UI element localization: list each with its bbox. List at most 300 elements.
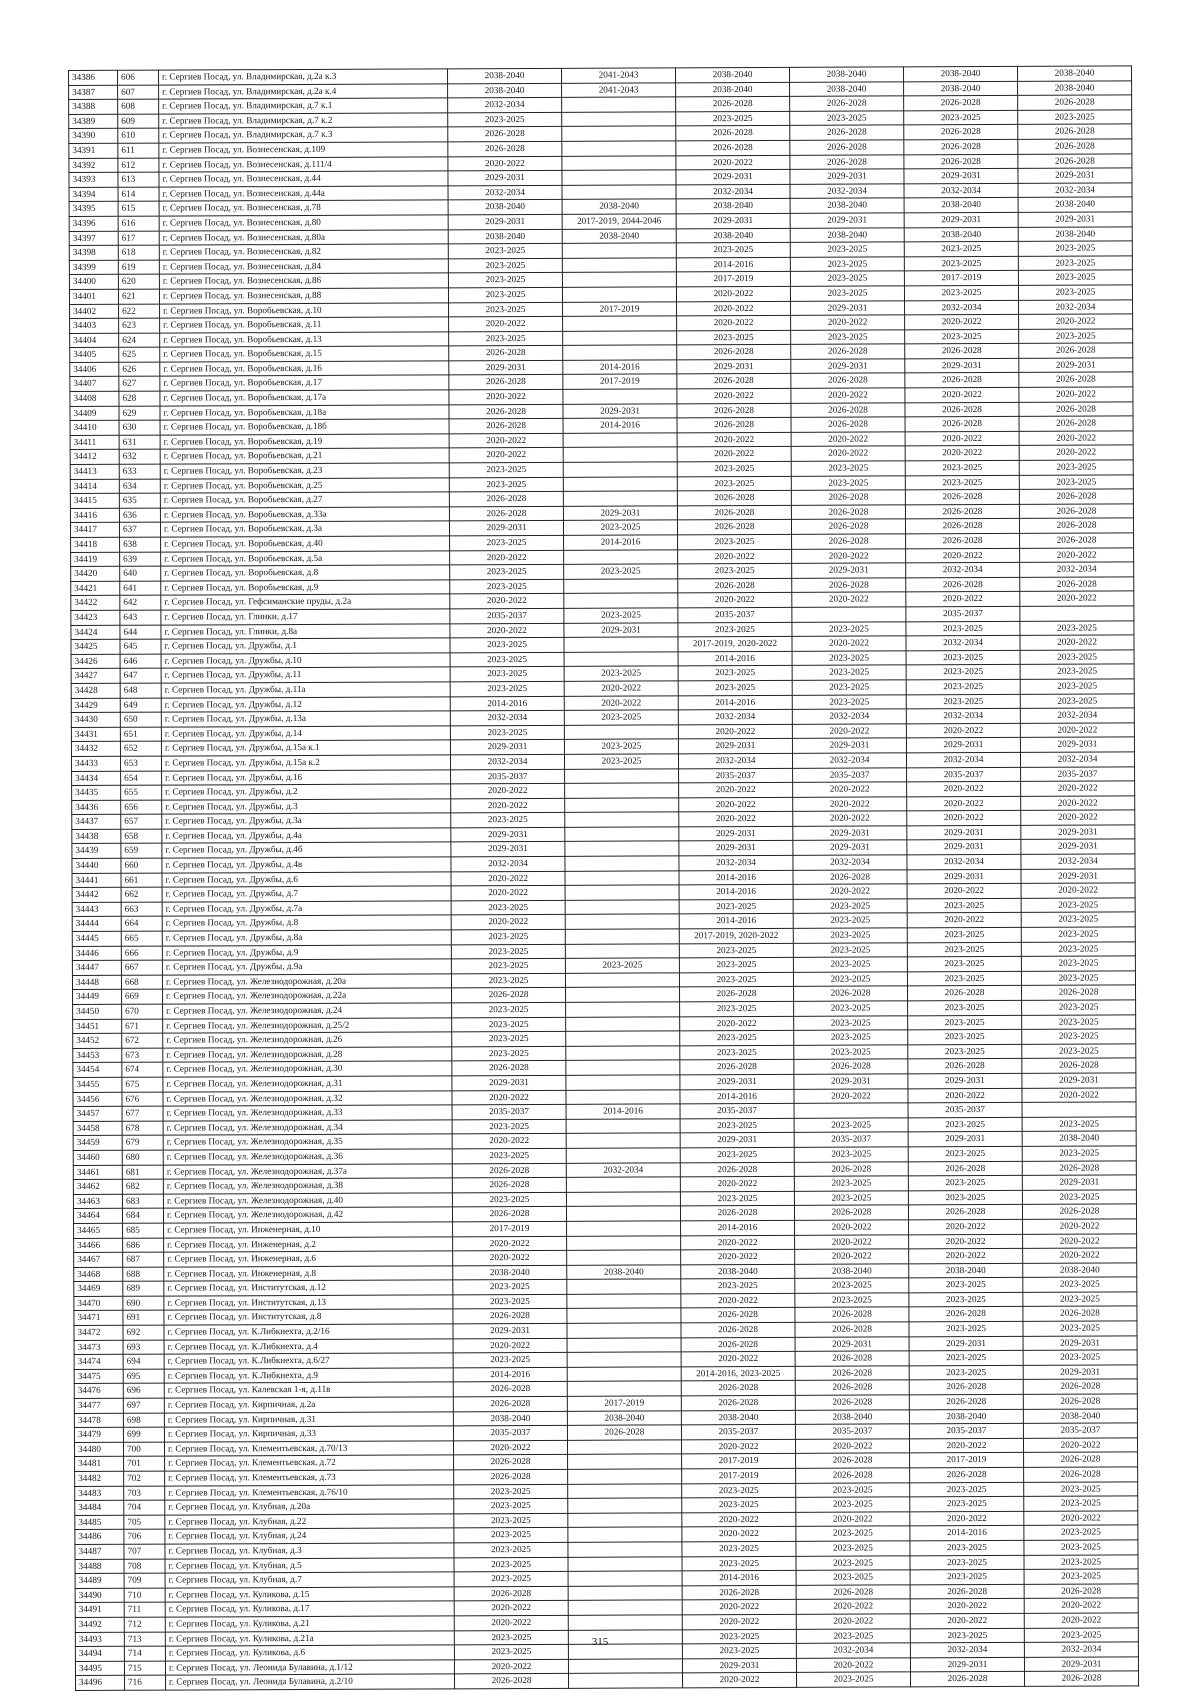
period-cell-4: 2020-2022 [796, 1614, 910, 1629]
address-cell: г. Сергиев Посад, ул. Железнодорожная, д.35 [163, 1134, 452, 1150]
record-id-cell: 34416 [70, 508, 119, 523]
item-number-cell: 700 [123, 1442, 164, 1457]
address-cell: г. Сергиев Посад, ул. Вознесенская, д.78 [159, 200, 448, 216]
period-cell-6: 2023-2025 [1024, 1569, 1138, 1584]
period-cell-4: 2023-2025 [792, 621, 906, 636]
period-cell-3: 2029-2031 [682, 1658, 796, 1673]
period-cell-3: 2023-2025 [682, 1643, 796, 1658]
period-cell-6: 2023-2025 [1020, 693, 1134, 708]
period-cell-6: 2038-2040 [1023, 1263, 1137, 1278]
period-cell-6: 2023-2025 [1024, 1627, 1138, 1642]
record-id-cell: 34420 [71, 566, 120, 581]
period-cell-3: 2014-2016 [681, 1220, 795, 1235]
address-cell: г. Сергиев Посад, ул. Вознесенская, д.88 [159, 288, 448, 304]
period-cell-1: 2026-2028 [452, 1061, 566, 1076]
period-cell-5: 2023-2025 [905, 329, 1019, 344]
period-cell-2 [564, 725, 678, 740]
address-cell: г. Сергиев Посад, ул. Леонида Булавина, д.1/12 [165, 1660, 454, 1676]
address-cell: г. Сергиев Посад, ул. Железнодорожная, д.32 [163, 1090, 452, 1106]
period-cell-1: 2029-2031 [449, 521, 563, 536]
period-cell-2 [562, 112, 676, 127]
period-cell-1: 2026-2028 [449, 375, 563, 390]
period-cell-5: 2032-2034 [905, 300, 1019, 315]
period-cell-3: 2023-2025 [676, 242, 790, 257]
item-number-cell: 664 [121, 917, 162, 932]
address-cell: г. Сергиев Посад, ул. Владимирская, д.7 к.1 [159, 98, 448, 114]
record-id-cell: 34484 [75, 1500, 124, 1515]
period-cell-5: 2026-2028 [905, 373, 1019, 388]
address-cell: г. Сергиев Посад, ул. Институтская, д.13 [164, 1295, 453, 1311]
period-cell-3: 2023-2025 [682, 1629, 796, 1644]
period-cell-5: 2026-2028 [910, 1467, 1024, 1482]
period-cell-5: 2023-2025 [904, 256, 1018, 271]
address-cell: г. Сергиев Посад, ул. Дружбы, д.4в [162, 857, 451, 873]
period-cell-5: 2023-2025 [905, 460, 1019, 475]
period-cell-1: 2023-2025 [451, 944, 565, 959]
period-cell-5: 2023-2025 [909, 1292, 1023, 1307]
period-cell-3: 2023-2025 [677, 330, 791, 345]
item-number-cell: 622 [119, 304, 160, 319]
item-number-cell: 707 [124, 1544, 165, 1559]
item-number-cell: 674 [122, 1062, 163, 1077]
period-cell-2 [568, 1513, 682, 1528]
period-cell-4: 2038-2040 [790, 81, 904, 96]
period-cell-6: 2023-2025 [1022, 1029, 1136, 1044]
period-cell-5: 2020-2022 [910, 1613, 1024, 1628]
period-cell-3: 2038-2040 [681, 1410, 795, 1425]
period-cell-6: 2020-2022 [1022, 1087, 1136, 1102]
item-number-cell: 625 [119, 347, 160, 362]
period-cell-5: 2026-2028 [905, 402, 1019, 417]
capital-repair-schedule-table [68, 65, 1139, 1691]
period-cell-3: 2020-2022 [681, 1249, 795, 1264]
period-cell-2: 2014-2016 [564, 535, 678, 550]
address-cell: г. Сергиев Посад, ул. К.Либкнехта, д.9 [164, 1368, 453, 1384]
record-id-cell: 34474 [74, 1355, 123, 1370]
period-cell-2 [567, 1235, 681, 1250]
record-id-cell: 34478 [74, 1413, 123, 1428]
period-cell-4: 2029-2031 [791, 300, 905, 315]
period-cell-5: 2023-2025 [908, 1190, 1022, 1205]
period-cell-6: 2020-2022 [1021, 810, 1135, 825]
period-cell-3: 2038-2040 [676, 228, 790, 243]
item-number-cell: 637 [119, 523, 160, 538]
period-cell-5: 2026-2028 [908, 986, 1022, 1001]
period-cell-4: 2020-2022 [791, 388, 905, 403]
period-cell-5: 2038-2040 [909, 1409, 1023, 1424]
period-cell-3: 2020-2022 [676, 286, 790, 301]
period-cell-5: 2023-2025 [910, 1569, 1024, 1584]
period-cell-3: 2038-2040 [676, 82, 790, 97]
period-cell-4: 2020-2022 [795, 1249, 909, 1264]
address-cell: г. Сергиев Посад, ул. Клементьевская, д.76/10 [165, 1484, 454, 1500]
period-cell-6: 2032-2034 [1020, 562, 1134, 577]
period-cell-5: 2023-2025 [910, 1628, 1024, 1643]
address-cell: г. Сергиев Посад, ул. Клубная, д.7 [165, 1572, 454, 1588]
item-number-cell: 660 [121, 858, 162, 873]
period-cell-4: 2023-2025 [794, 1147, 908, 1162]
record-id-cell: 34424 [71, 625, 120, 640]
record-id-cell: 34408 [70, 391, 119, 406]
period-cell-6: 2023-2025 [1019, 460, 1133, 475]
period-cell-6: 2020-2022 [1020, 591, 1134, 606]
period-cell-1: 2026-2028 [452, 1207, 566, 1222]
period-cell-6: 2029-2031 [1019, 358, 1133, 373]
period-cell-2 [565, 914, 679, 929]
period-cell-2 [566, 1177, 680, 1192]
record-id-cell: 34423 [71, 610, 120, 625]
period-cell-4: 2035-2037 [795, 1424, 909, 1439]
period-cell-4: 2029-2031 [793, 826, 907, 841]
period-cell-4: 2023-2025 [790, 242, 904, 257]
record-id-cell: 34488 [75, 1559, 124, 1574]
period-cell-6: 2023-2025 [1024, 1496, 1138, 1511]
period-cell-2: 2029-2031 [564, 622, 678, 637]
address-cell: г. Сергиев Посад, ул. Воробьевская, д.16 [160, 361, 449, 377]
period-cell-1: 2023-2025 [448, 287, 562, 302]
period-cell-1: 2023-2025 [451, 900, 565, 915]
period-cell-6: 2020-2022 [1023, 1233, 1137, 1248]
record-id-cell: 34491 [75, 1603, 124, 1618]
period-cell-1: 2020-2022 [451, 915, 565, 930]
item-number-cell: 632 [119, 450, 160, 465]
period-cell-4: 2023-2025 [790, 271, 904, 286]
record-id-cell: 34442 [72, 888, 121, 903]
period-cell-6: 2023-2025 [1018, 256, 1132, 271]
item-number-cell: 652 [120, 741, 161, 756]
period-cell-2 [567, 1294, 681, 1309]
period-cell-6: 2023-2025 [1022, 1146, 1136, 1161]
address-cell: г. Сергиев Посад, ул. Железнодорожная, д.26 [163, 1032, 452, 1048]
address-cell: г. Сергиев Посад, ул. Дружбы, д.15а к.1 [161, 740, 450, 756]
period-cell-5: 2026-2028 [908, 1059, 1022, 1074]
item-number-cell: 641 [120, 581, 161, 596]
period-cell-3: 2035-2037 [679, 768, 793, 783]
period-cell-1: 2023-2025 [454, 1513, 568, 1528]
period-cell-4: 2029-2031 [792, 563, 906, 578]
address-cell: г. Сергиев Посад, ул. Дружбы, д.16 [162, 769, 451, 785]
address-cell: г. Сергиев Посад, ул. Инженерная, д.8 [164, 1266, 453, 1282]
record-id-cell: 34392 [69, 158, 118, 173]
period-cell-1: 2026-2028 [452, 988, 566, 1003]
item-number-cell: 656 [121, 800, 162, 815]
item-number-cell: 617 [118, 231, 159, 246]
item-number-cell: 682 [122, 1179, 163, 1194]
period-cell-2: 2023-2025 [564, 710, 678, 725]
address-cell: г. Сергиев Посад, ул. Глинки, д.17 [161, 609, 450, 625]
period-cell-2 [562, 185, 676, 200]
period-cell-2 [568, 1542, 682, 1557]
period-cell-1: 2023-2025 [454, 1557, 568, 1572]
period-cell-2 [562, 141, 676, 156]
address-cell: г. Сергиев Посад, ул. Владимирская, д.7 к.2 [159, 113, 448, 129]
period-cell-3: 2035-2037 [680, 1103, 794, 1118]
period-cell-5: 2029-2031 [908, 1132, 1022, 1147]
period-cell-3: 2023-2025 [676, 111, 790, 126]
period-cell-3: 2020-2022 [681, 1235, 795, 1250]
period-cell-2: 2026-2028 [567, 1425, 681, 1440]
item-number-cell: 610 [118, 128, 159, 143]
item-number-cell: 713 [124, 1632, 165, 1647]
period-cell-2 [565, 812, 679, 827]
item-number-cell: 714 [124, 1646, 165, 1661]
period-cell-5: 2020-2022 [909, 1438, 1023, 1453]
period-cell-1: 2026-2028 [448, 127, 562, 142]
record-id-cell: 34438 [72, 829, 121, 844]
period-cell-6: 2026-2028 [1018, 95, 1132, 110]
period-cell-1: 2038-2040 [448, 200, 562, 215]
address-cell: г. Сергиев Посад, ул. Воробьевская, д.11 [160, 317, 449, 333]
period-cell-5: 2023-2025 [907, 942, 1021, 957]
period-cell-2 [563, 331, 677, 346]
record-id-cell: 34411 [70, 435, 119, 450]
period-cell-1: 2026-2028 [453, 1382, 567, 1397]
period-cell-6: 2020-2022 [1024, 1598, 1138, 1613]
period-cell-3: 2023-2025 [679, 943, 793, 958]
record-id-cell: 34439 [72, 844, 121, 859]
period-cell-1: 2023-2025 [451, 973, 565, 988]
period-cell-3: 2029-2031 [680, 1133, 794, 1148]
address-cell: г. Сергиев Посад, ул. Глинки, д.8а [161, 623, 450, 639]
item-number-cell: 692 [123, 1325, 164, 1340]
record-id-cell: 34433 [71, 756, 120, 771]
period-cell-1: 2023-2025 [454, 1644, 568, 1659]
period-cell-4: 2023-2025 [796, 1497, 910, 1512]
period-cell-5: 2029-2031 [910, 1657, 1024, 1672]
record-id-cell: 34389 [69, 114, 118, 129]
address-cell: г. Сергиев Посад, ул. Воробьевская, д.25 [160, 477, 449, 493]
period-cell-5: 2020-2022 [906, 723, 1020, 738]
period-cell-1: 2020-2022 [453, 1236, 567, 1251]
period-cell-1: 2026-2028 [449, 492, 563, 507]
period-cell-4: 2023-2025 [790, 257, 904, 272]
record-id-cell: 34395 [69, 202, 118, 217]
record-id-cell: 34396 [69, 216, 118, 231]
period-cell-3: 2023-2025 [679, 972, 793, 987]
address-cell: г. Сергиев Посад, ул. Дружбы, д.9 [162, 944, 451, 960]
period-cell-4: 2020-2022 [791, 432, 905, 447]
period-cell-6: 2023-2025 [1019, 329, 1133, 344]
period-cell-5: 2023-2025 [907, 927, 1021, 942]
record-id-cell: 34398 [69, 245, 118, 260]
period-cell-6: 2020-2022 [1021, 883, 1135, 898]
address-cell: г. Сергиев Посад, ул. Вознесенская, д.44а [159, 186, 448, 202]
period-cell-5: 2020-2022 [906, 592, 1020, 607]
item-number-cell: 668 [121, 975, 162, 990]
period-cell-1: 2023-2025 [452, 1148, 566, 1163]
period-cell-6: 2026-2028 [1024, 1452, 1138, 1467]
item-number-cell: 658 [121, 829, 162, 844]
period-cell-2: 2032-2034 [566, 1162, 680, 1177]
item-number-cell: 675 [122, 1077, 163, 1092]
address-cell: г. Сергиев Посад, ул. Дружбы, д.2 [162, 784, 451, 800]
period-cell-2 [567, 1250, 681, 1265]
period-cell-1: 2023-2025 [450, 725, 564, 740]
period-cell-4: 2029-2031 [791, 359, 905, 374]
period-cell-5: 2020-2022 [908, 1088, 1022, 1103]
period-cell-2: 2023-2025 [565, 958, 679, 973]
period-cell-6: 2023-2025 [1018, 285, 1132, 300]
period-cell-1: 2038-2040 [453, 1411, 567, 1426]
period-cell-3: 2026-2028 [681, 1322, 795, 1337]
record-id-cell: 34450 [73, 1004, 122, 1019]
record-id-cell: 34403 [70, 318, 119, 333]
period-cell-3: 2032-2034 [679, 855, 793, 870]
period-cell-5: 2020-2022 [905, 431, 1019, 446]
period-cell-5: 2032-2034 [904, 183, 1018, 198]
item-number-cell: 679 [122, 1135, 163, 1150]
item-number-cell: 663 [121, 902, 162, 917]
record-id-cell: 34448 [72, 975, 121, 990]
address-cell: г. Сергиев Посад, ул. Воробьевская, д.8 [161, 565, 450, 581]
period-cell-2: 2029-2031 [563, 404, 677, 419]
item-number-cell: 649 [120, 698, 161, 713]
record-id-cell: 34456 [73, 1092, 122, 1107]
period-cell-4: 2023-2025 [793, 913, 907, 928]
period-cell-4: 2020-2022 [795, 1220, 909, 1235]
period-cell-6: 2029-2031 [1022, 1175, 1136, 1190]
period-cell-2: 2023-2025 [564, 564, 678, 579]
period-cell-6: 2026-2028 [1022, 985, 1136, 1000]
item-number-cell: 621 [118, 289, 159, 304]
item-number-cell: 613 [118, 172, 159, 187]
table-body [69, 66, 1139, 1691]
record-id-cell: 34390 [69, 129, 118, 144]
address-cell: г. Сергиев Посад, ул. Дружбы, д.13а [161, 711, 450, 727]
record-id-cell: 34412 [70, 450, 119, 465]
period-cell-2 [562, 272, 676, 287]
period-cell-1: 2020-2022 [452, 1090, 566, 1105]
period-cell-1: 2029-2031 [451, 842, 565, 857]
period-cell-1: 2032-2034 [450, 710, 564, 725]
period-cell-4 [792, 607, 906, 622]
item-number-cell: 691 [123, 1311, 164, 1326]
period-cell-1: 2020-2022 [450, 550, 564, 565]
period-cell-1: 2038-2040 [448, 83, 562, 98]
period-cell-6: 2026-2028 [1019, 372, 1133, 387]
period-cell-5: 2026-2028 [908, 1205, 1022, 1220]
address-cell: г. Сергиев Посад, ул. Вознесенская, д.111/4 [159, 156, 448, 172]
item-number-cell: 657 [121, 814, 162, 829]
record-id-cell: 34443 [72, 902, 121, 917]
period-cell-5: 2029-2031 [909, 1336, 1023, 1351]
item-number-cell: 698 [123, 1413, 164, 1428]
item-number-cell: 711 [124, 1602, 165, 1617]
period-cell-3: 2026-2028 [677, 505, 791, 520]
record-id-cell: 34457 [73, 1106, 122, 1121]
item-number-cell: 642 [120, 595, 161, 610]
period-cell-1: 2023-2025 [450, 535, 564, 550]
period-cell-3: 2017-2019 [676, 272, 790, 287]
period-cell-2 [563, 433, 677, 448]
period-cell-4: 2020-2022 [796, 1658, 910, 1673]
period-cell-2 [564, 549, 678, 564]
period-cell-4: 2020-2022 [796, 1512, 910, 1527]
period-cell-2: 2029-2031 [563, 506, 677, 521]
period-cell-2 [562, 258, 676, 273]
record-id-cell: 34434 [72, 771, 121, 786]
period-cell-6: 2023-2025 [1023, 1321, 1137, 1336]
period-cell-2 [567, 1279, 681, 1294]
period-cell-5: 2038-2040 [909, 1263, 1023, 1278]
period-cell-1: 2020-2022 [451, 871, 565, 886]
record-id-cell: 34422 [71, 596, 120, 611]
record-id-cell: 34399 [69, 260, 118, 275]
period-cell-4: 2023-2025 [794, 1001, 908, 1016]
period-cell-5: 2026-2028 [904, 154, 1018, 169]
item-number-cell: 638 [120, 537, 161, 552]
address-cell: г. Сергиев Посад, ул. Инженерная, д.10 [164, 1222, 453, 1238]
period-cell-5: 2020-2022 [909, 1248, 1023, 1263]
period-cell-4: 2023-2025 [791, 475, 905, 490]
record-id-cell: 34406 [70, 362, 119, 377]
period-cell-4: 2023-2025 [792, 651, 906, 666]
period-cell-6: 2032-2034 [1018, 183, 1132, 198]
period-cell-1: 2029-2031 [449, 360, 563, 375]
period-cell-2 [564, 579, 678, 594]
period-cell-5: 2020-2022 [907, 913, 1021, 928]
period-cell-3: 2038-2040 [675, 67, 789, 82]
period-cell-3: 2020-2022 [678, 549, 792, 564]
period-cell-1: 2038-2040 [453, 1265, 567, 1280]
record-id-cell: 34481 [75, 1457, 124, 1472]
period-cell-1: 2023-2025 [452, 1002, 566, 1017]
period-cell-6: 2023-2025 [1021, 941, 1135, 956]
period-cell-4: 2023-2025 [794, 1118, 908, 1133]
period-cell-6: 2023-2025 [1022, 1117, 1136, 1132]
address-cell: г. Сергиев Посад, ул. Владимирская, д.2а к.3 [159, 69, 448, 85]
period-cell-1: 2023-2025 [454, 1571, 568, 1586]
period-cell-6: 2026-2028 [1019, 402, 1133, 417]
period-cell-1: 2023-2025 [449, 462, 563, 477]
item-number-cell: 646 [120, 654, 161, 669]
period-cell-2 [565, 827, 679, 842]
record-id-cell: 34492 [75, 1617, 124, 1632]
address-cell: г. Сергиев Посад, ул. Институтская, д.8 [164, 1309, 453, 1325]
period-cell-2 [564, 637, 678, 652]
period-cell-1: 2026-2028 [454, 1469, 568, 1484]
item-number-cell: 661 [121, 873, 162, 888]
period-cell-5: 2032-2034 [910, 1642, 1024, 1657]
period-cell-2 [563, 476, 677, 491]
period-cell-3: 2026-2028 [677, 491, 791, 506]
period-cell-6: 2029-2031 [1023, 1336, 1137, 1351]
period-cell-5: 2023-2025 [908, 1015, 1022, 1030]
item-number-cell: 687 [123, 1252, 164, 1267]
period-cell-4: 2023-2025 [794, 1030, 908, 1045]
period-cell-5: 2023-2025 [905, 475, 1019, 490]
record-id-cell: 34428 [71, 683, 120, 698]
period-cell-5: 2029-2031 [906, 738, 1020, 753]
period-cell-2 [566, 1148, 680, 1163]
address-cell: г. Сергиев Посад, ул. Железнодорожная, д.36 [163, 1149, 452, 1165]
period-cell-1: 2020-2022 [451, 798, 565, 813]
period-cell-1: 2020-2022 [453, 1250, 567, 1265]
period-cell-2 [567, 1337, 681, 1352]
period-cell-6: 2023-2025 [1023, 1277, 1137, 1292]
period-cell-2: 2023-2025 [563, 520, 677, 535]
period-cell-2 [569, 1673, 683, 1688]
item-number-cell: 666 [121, 946, 162, 961]
period-cell-6: 2026-2028 [1020, 577, 1134, 592]
record-id-cell: 34407 [70, 377, 119, 392]
address-cell: г. Сергиев Посад, ул. Владимирская, д.7 к.3 [159, 127, 448, 143]
period-cell-6: 2026-2028 [1024, 1671, 1138, 1686]
item-number-cell: 681 [122, 1165, 163, 1180]
period-cell-6: 2023-2025 [1022, 1000, 1136, 1015]
item-number-cell: 710 [124, 1588, 165, 1603]
period-cell-6: 2038-2040 [1018, 197, 1132, 212]
